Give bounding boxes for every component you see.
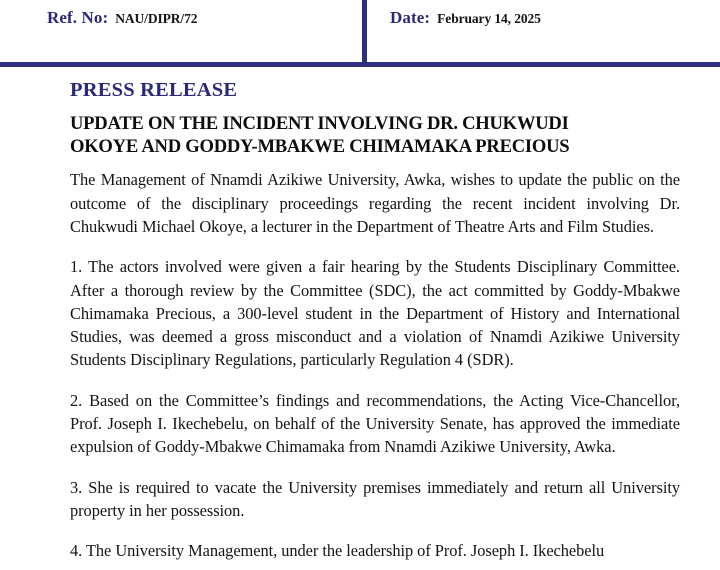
reference-number-value: NAU/DIPR/72 — [115, 11, 198, 26]
document-body — [70, 79, 680, 563]
header-horizontal-divider — [0, 62, 720, 67]
body-paragraph: 2. Based on the Committee’s findings and recommendations, the Acting Vice-Chancellor, Prof. Joseph I. Ikechebelu, on behalf of the University Senate, has approved the immediate expulsion of Goddy-Mbakwe Chimamaka from Nnamdi Azikiwe University, Awka. — [70, 390, 680, 457]
page-title — [70, 112, 670, 159]
body-paragraph: 3. She is required to vacate the University premises immediately and return all University property in her possession. — [70, 477, 680, 520]
page-title-line-1: UPDATE ON THE INCIDENT INVOLVING DR. CHUKWUDI — [70, 112, 569, 134]
body-paragraph: 4. The University Management, under the leadership of Prof. Joseph I. Ikechebelu — [70, 541, 605, 561]
body-paragraph: The Management of Nnamdi Azikiwe University, Awka, wishes to update the public on the outcome of the disciplinary proceedings regarding the recent incident involving Dr. Chukwudi Michael Okoye, a lecturer in the Department of Theatre Arts and Film Studies. — [70, 170, 680, 236]
reference-number-field — [47, 9, 197, 28]
date-value: February 14, 2025 — [437, 11, 541, 26]
body-paragraph: 1. The actors involved were given a fair hearing by the Students Disciplinary Committee. After a thorough review by the Committee (SDC), the act committed by Goddy-Mbakwe Chimamaka Precious, a 300-level student in the Department of History and International Studies, was deemed a gross misconduct and a violation of Nnamdi Azikiwe University Students Disciplinary Regulations, particularly Regulation 4 (SDR). — [70, 257, 680, 370]
reference-number-label: Ref. No: — [47, 8, 109, 27]
header-vertical-divider — [362, 0, 367, 63]
date-label: Date: — [390, 8, 431, 27]
press-release-kicker: PRESS RELEASE — [70, 79, 238, 101]
document-header — [0, 0, 720, 62]
date-field — [390, 9, 541, 28]
page-title-line-2: OKOYE AND GODDY-MBAKWE CHIMAMAKA PRECIOUS — [70, 135, 570, 157]
